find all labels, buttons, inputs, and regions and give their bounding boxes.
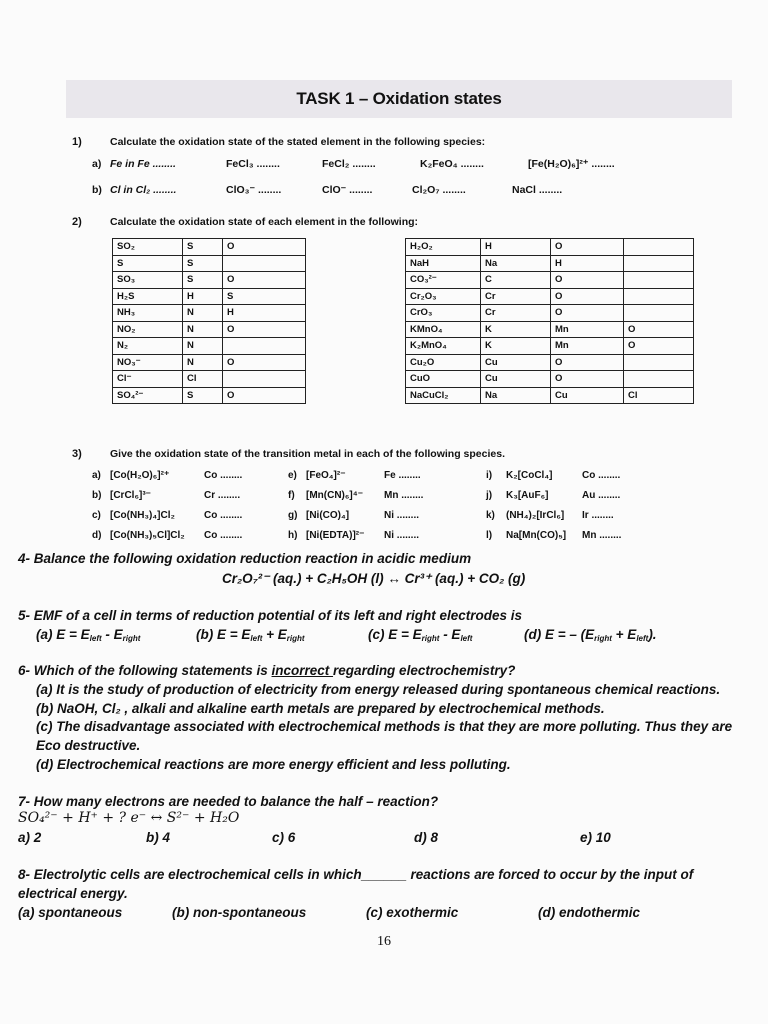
q3-metal: Co ........ (204, 470, 243, 481)
q6-text: 6- Which of the following statements is incorrect regarding electrochemistry? (18, 663, 516, 678)
q2-number: 2) (72, 216, 82, 228)
q3-label: e) (288, 470, 297, 481)
q8-option-a[interactable]: (a) spontaneous (18, 905, 123, 920)
element-cell: N (183, 338, 223, 355)
q3-metal: Ni ........ (384, 510, 420, 521)
element-cell: O (551, 272, 624, 289)
species-cell: H₂O₂ (406, 239, 481, 256)
species-cell: NO₃⁻ (113, 354, 183, 371)
q1b-item: ClO⁻ ........ (322, 184, 373, 196)
q3-label: a) (92, 470, 101, 481)
element-cell: Na (481, 255, 551, 272)
species-cell: S (113, 255, 183, 272)
species-cell: NaH (406, 255, 481, 272)
q3-species: (NH₄)₂[IrCl₆] (506, 510, 565, 521)
element-cell: S (183, 239, 223, 256)
q3-metal: Mn ........ (582, 530, 622, 541)
page-title: TASK 1 – Oxidation states (296, 89, 502, 108)
q7-option-e[interactable]: e) 10 (580, 830, 611, 845)
q3-metal: Au ........ (582, 490, 621, 501)
q5-text: 5- EMF of a cell in terms of reduction potential of its left and right electrodes is (18, 608, 523, 623)
element-cell: H (223, 305, 306, 322)
q3-label: g) (288, 510, 298, 521)
q4-text: 4- Balance the following oxidation reduction reaction in acidic medium (18, 551, 472, 566)
q7-option-a[interactable]: a) 2 (18, 830, 42, 845)
page-number: 16 (377, 934, 391, 949)
q1a-item: FeCl₃ ........ (226, 158, 280, 170)
table-row (113, 305, 306, 322)
q3-number: 3) (72, 448, 82, 460)
q1-prompt: Calculate the oxidation state of the stated element in the following species: (110, 136, 486, 148)
table-row (113, 321, 306, 338)
q8-options (0, 904, 768, 924)
q1b-label: b) (92, 184, 102, 196)
element-cell: N (183, 354, 223, 371)
q6-option-d[interactable]: (d) Electrochemical reactions are more energy efficient and less polluting. (36, 757, 511, 772)
element-cell: O (624, 321, 694, 338)
q1a-item: K₂FeO₄ ........ (420, 158, 484, 170)
q5-option-d[interactable]: (d) E = – $(E_{right} + E_{left})$. (524, 627, 657, 643)
element-cell (223, 255, 306, 272)
q3-species: K₃[AuF₆] (506, 490, 549, 501)
q7-option-d[interactable]: d) 8 (414, 830, 439, 845)
element-cell: O (551, 288, 624, 305)
q3-species: [Co(H₂O)₆]²⁺ (110, 470, 170, 481)
table-row (113, 387, 306, 404)
element-cell: H (481, 239, 551, 256)
q3-metal: Ni ........ (384, 530, 420, 541)
element-cell: Cu (481, 371, 551, 388)
element-cell: N (183, 321, 223, 338)
q3-species: Na[Mn(CO)₅] (506, 530, 567, 541)
element-cell: Cr (481, 305, 551, 322)
table-row (406, 239, 694, 256)
q5-option-a[interactable]: (a) $E = E_{left} - E_{right}$ (36, 627, 141, 643)
species-cell: H₂S (113, 288, 183, 305)
table-row (113, 255, 306, 272)
q3-label: d) (92, 530, 102, 541)
q1b-item: NaCl ........ (512, 184, 563, 196)
element-cell (223, 371, 306, 388)
table-row (406, 305, 694, 322)
q1a-label: a) (92, 158, 102, 170)
table-row (406, 288, 694, 305)
element-cell: H (183, 288, 223, 305)
q7-options (0, 829, 768, 849)
element-cell: Mn (551, 321, 624, 338)
element-cell: S (223, 288, 306, 305)
element-cell: O (551, 354, 624, 371)
element-cell: K (481, 321, 551, 338)
element-cell (624, 305, 694, 322)
species-cell: N₂ (113, 338, 183, 355)
table-row (113, 288, 306, 305)
q6-option-b[interactable]: (b) NaOH, Cl₂ , alkali and alkaline earth metals are prepared by electrochemical methods. (36, 701, 605, 716)
table-row (406, 371, 694, 388)
element-cell (223, 338, 306, 355)
q8-blank: ______ (361, 867, 407, 882)
species-cell: SO₂ (113, 239, 183, 256)
table-row (406, 272, 694, 289)
q7-option-c[interactable]: c) 6 (272, 830, 296, 845)
q3-species: [Ni(CO)₄] (306, 510, 350, 521)
q3-metal: Co ........ (582, 470, 621, 481)
q3-species: [FeO₄]²⁻ (306, 470, 346, 481)
element-cell: O (223, 272, 306, 289)
element-cell (624, 288, 694, 305)
element-cell (624, 371, 694, 388)
table-row (406, 354, 694, 371)
q1b-element: Cl in Cl₂ ........ (110, 184, 177, 196)
q3-label: c) (92, 510, 101, 521)
q1a-item: [Fe(H₂O)₆]²⁺ ........ (528, 158, 615, 170)
element-cell: H (551, 255, 624, 272)
q3-species: [Mn(CN)₆]⁴⁻ (306, 490, 363, 501)
element-cell: S (183, 272, 223, 289)
species-cell: CrO₃ (406, 305, 481, 322)
species-cell: NH₃ (113, 305, 183, 322)
element-cell: O (624, 338, 694, 355)
q3-species: [Co(NH₃)₄]Cl₂ (110, 510, 175, 521)
q3-species: [Ni(EDTA)]²⁻ (306, 530, 365, 541)
element-cell: O (551, 371, 624, 388)
oxidation-table-left (112, 238, 306, 404)
table-row (406, 338, 694, 355)
q3-metal: Cr ........ (204, 490, 241, 501)
q2-prompt: Calculate the oxidation state of each element in the following: (110, 216, 419, 228)
q3-metal: Co ........ (204, 510, 243, 521)
element-cell: S (183, 387, 223, 404)
species-cell: K₂MnO₄ (406, 338, 481, 355)
q8-text: 8- Electrolytic cells are electrochemical cells in which______ reactions are forced to occur by the input of (18, 867, 694, 882)
q3-species: K₂[CoCl₄] (506, 470, 553, 481)
element-cell: O (223, 321, 306, 338)
q1b-item: ClO₃⁻ ........ (226, 184, 282, 196)
q6-option-c[interactable]: (c) The disadvantage associated with electrochemical methods is that they are more polluting. Thus they are (36, 719, 733, 734)
element-cell: O (551, 305, 624, 322)
table-row (113, 354, 306, 371)
table-row (113, 272, 306, 289)
species-cell: Cl⁻ (113, 371, 183, 388)
q8-text-line2: electrical energy. (18, 886, 128, 901)
q3-species: [Co(NH₃)₅Cl]Cl₂ (110, 530, 185, 541)
title-banner (66, 80, 732, 118)
species-cell: CO₃²⁻ (406, 272, 481, 289)
q1-number: 1) (72, 136, 82, 148)
element-cell: Mn (551, 338, 624, 355)
q5-option-c[interactable]: (c) $E = E_{right} - E_{left}$ (368, 627, 473, 643)
species-cell: KMnO₄ (406, 321, 481, 338)
element-cell: C (481, 272, 551, 289)
species-cell: CuO (406, 371, 481, 388)
species-cell: Cu₂O (406, 354, 481, 371)
element-cell: O (223, 387, 306, 404)
species-cell: Cr₂O₃ (406, 288, 481, 305)
q1a-item: FeCl₂ ........ (322, 158, 376, 170)
species-cell: SO₄²⁻ (113, 387, 183, 404)
q8-option-b[interactable]: (b) non-spontaneous (172, 905, 307, 920)
element-cell (624, 239, 694, 256)
element-cell (624, 272, 694, 289)
q3-label: b) (92, 490, 102, 501)
q5-option-b[interactable]: (b) $E = E_{left} + E_{right}$ (196, 627, 305, 643)
table-row (113, 239, 306, 256)
q3-label: k) (486, 510, 495, 521)
element-cell: O (551, 239, 624, 256)
element-cell: Na (481, 387, 551, 404)
q6-keyword: incorrect (271, 663, 334, 678)
q6-option-c-cont: Eco destructive. (36, 738, 141, 753)
q7-option-b[interactable]: b) 4 (146, 830, 171, 845)
q8-option-d[interactable]: (d) endothermic (538, 905, 641, 920)
q3-species: [CrCl₆]³⁻ (110, 490, 151, 501)
table-row (406, 255, 694, 272)
element-cell: K (481, 338, 551, 355)
q3-label: i) (486, 470, 493, 481)
q8-option-c[interactable]: (c) exothermic (366, 905, 459, 920)
oxidation-table-right (405, 238, 694, 404)
q7-equation: SO₄²⁻ + H⁺ + ? e⁻ ↔ S²⁻ + H₂O (18, 810, 240, 826)
element-cell: Cl (624, 387, 694, 404)
table-row (406, 387, 694, 404)
table-row (113, 338, 306, 355)
q1b-item: Cl₂O₇ ........ (412, 184, 466, 196)
q7-text: 7- How many electrons are needed to balance the half – reaction? (18, 794, 439, 809)
q6-option-a[interactable]: (a) It is the study of production of electricity from energy released during spontaneous chemical reactions. (36, 682, 721, 697)
q1a-element: Fe in Fe ........ (110, 158, 176, 170)
q3-label: f) (288, 490, 295, 501)
element-cell: Cr (481, 288, 551, 305)
element-cell: Cu (481, 354, 551, 371)
q3-metal: Co ........ (204, 530, 243, 541)
element-cell: S (183, 255, 223, 272)
q3-metal: Fe ........ (384, 470, 421, 481)
element-cell: Cu (551, 387, 624, 404)
element-cell: Cl (183, 371, 223, 388)
q3-label: h) (288, 530, 298, 541)
q4-equation: Cr₂O₇²⁻ (aq.) + C₂H₅OH (l) ↔ Cr³⁺ (aq.) + CO₂ (g) (222, 571, 526, 586)
element-cell: O (223, 239, 306, 256)
table-row (113, 371, 306, 388)
element-cell (624, 354, 694, 371)
element-cell: N (183, 305, 223, 322)
q3-metal: Mn ........ (384, 490, 424, 501)
q3-metal: Ir ........ (582, 510, 614, 521)
q3-label: l) (486, 530, 493, 541)
q3-prompt: Give the oxidation state of the transition metal in each of the following species. (110, 448, 505, 460)
q3-label: j) (486, 490, 493, 501)
table-row (406, 321, 694, 338)
element-cell: O (223, 354, 306, 371)
q5-options (0, 626, 768, 646)
element-cell (624, 255, 694, 272)
species-cell: SO₃ (113, 272, 183, 289)
species-cell: NaCuCl₂ (406, 387, 481, 404)
species-cell: NO₂ (113, 321, 183, 338)
